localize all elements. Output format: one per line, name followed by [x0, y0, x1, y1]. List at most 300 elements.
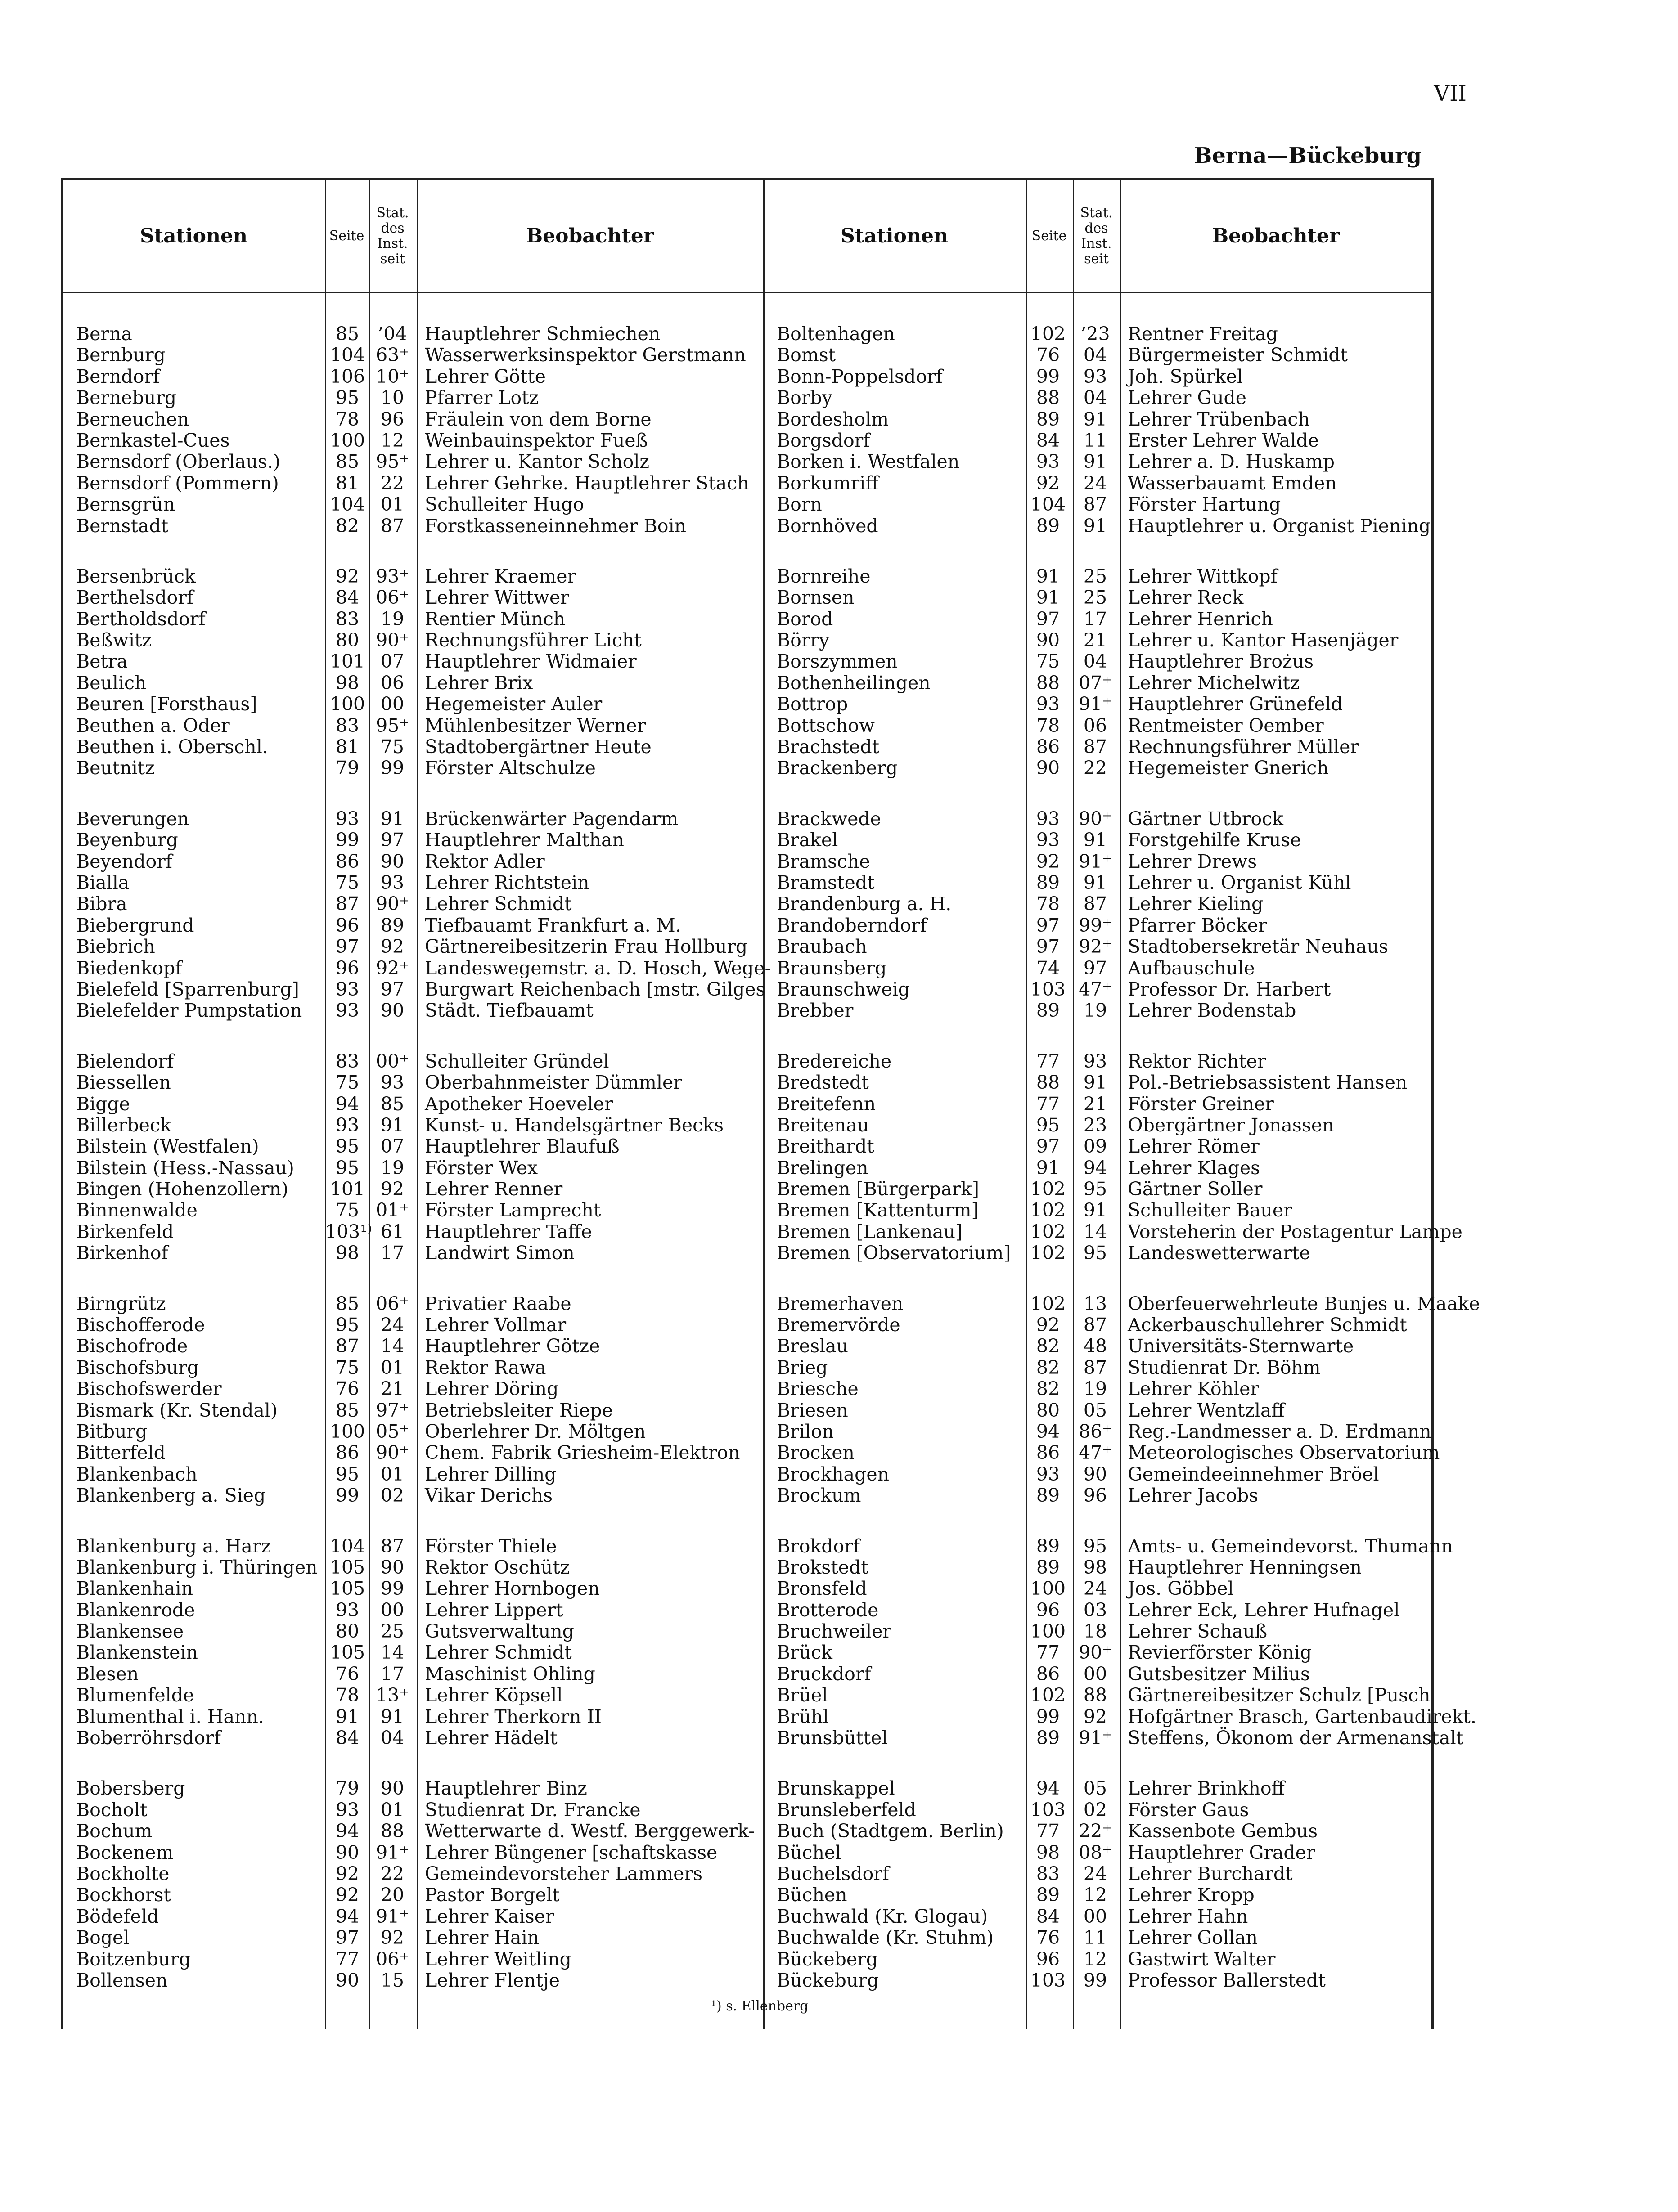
table-row: [763, 516, 1431, 537]
page-number-cell: 91: [335, 1705, 360, 1727]
year-cell: 90⁺: [376, 629, 409, 651]
station-name: Brackwede: [777, 808, 881, 830]
page-number-cell: 90: [335, 1841, 360, 1863]
page-number-cell: 106: [329, 365, 365, 387]
observer-name: Maschinist Ohling: [425, 1663, 595, 1685]
observer-name: Wetterwarte d. Westf. Berggewerk-: [425, 1820, 755, 1842]
observer-name: Hauptlehrer Grünefeld: [1128, 693, 1343, 715]
observer-name: Professor Dr. Harbert: [1128, 978, 1331, 1000]
year-cell: 91⁺: [376, 1905, 409, 1927]
station-name: Beuthen i. Oberschl.: [76, 736, 268, 758]
year-cell: 87: [380, 1535, 405, 1557]
table-row: [63, 1727, 763, 1749]
station-name: Bocholt: [76, 1799, 148, 1821]
table-row: [63, 694, 763, 715]
observer-name: Hauptlehrer u. Organist Piening: [1128, 515, 1431, 537]
station-name: Bronsfeld: [777, 1578, 867, 1600]
station-name: Brunsbüttel: [777, 1727, 888, 1749]
station-group: [763, 1050, 1462, 1264]
year-cell: 90⁺: [1079, 1642, 1112, 1664]
table-row: [63, 1051, 763, 1072]
header-station-right: Stationen: [841, 224, 948, 247]
page-number-cell: 93: [1036, 1463, 1060, 1485]
observer-name: Lehrer Köpsell: [425, 1684, 563, 1706]
header-year-right: [1073, 180, 1120, 292]
station-name: Brachstedt: [777, 736, 880, 758]
observer-name: Lehrer Köhler: [1128, 1378, 1259, 1400]
header-year-line: seit: [1084, 251, 1109, 267]
year-cell: 07⁺: [1079, 672, 1112, 694]
observer-name: Lehrer Kraemer: [425, 565, 576, 587]
station-name: Bielendorf: [76, 1050, 174, 1072]
station-name: Biebrich: [76, 936, 155, 958]
observer-name: Kunst- u. Handelsgärtner Becks: [425, 1114, 724, 1136]
station-name: Bremen [Lankenau]: [777, 1220, 963, 1243]
year-cell: 19: [380, 608, 405, 630]
station-name: Bornsen: [777, 587, 855, 609]
table-row: [63, 758, 763, 779]
year-cell: 91: [1083, 451, 1107, 473]
station-name: Blumenthal i. Hann.: [76, 1705, 264, 1727]
year-cell: 92: [1083, 1705, 1107, 1727]
page-number-cell: 100: [329, 1420, 365, 1442]
station-name: Brüel: [777, 1684, 828, 1706]
observer-name: Lehrer Drews: [1128, 850, 1257, 872]
page-number-cell: 77: [1036, 1093, 1060, 1115]
station-name: Breithardt: [777, 1135, 874, 1158]
table-row: [63, 1378, 763, 1400]
table-row: [763, 1863, 1431, 1884]
table-row: [763, 872, 1431, 893]
page-number-cell: 78: [1036, 714, 1060, 736]
year-cell: 91: [1083, 829, 1107, 851]
station-name: Bückeburg: [777, 1969, 879, 1991]
header-year-line: Inst.: [1081, 235, 1112, 251]
page-number-cell: 98: [335, 1242, 360, 1264]
year-cell: 00: [380, 693, 405, 715]
table-row: [63, 851, 763, 872]
station-name: Bilstein (Westfalen): [76, 1135, 259, 1158]
station-name: Bitterfeld: [76, 1442, 166, 1464]
station-name: Beyenburg: [76, 829, 178, 851]
table-row: [763, 1557, 1431, 1578]
page-number-cell: 75: [335, 1072, 360, 1094]
table-row: [63, 1706, 763, 1727]
year-cell: 13: [1083, 1292, 1107, 1315]
page-number-cell: 104: [329, 344, 365, 366]
page-number-cell: 82: [1036, 1356, 1060, 1378]
year-cell: 21: [1083, 629, 1107, 651]
year-cell: 90: [380, 1000, 405, 1022]
table-row: [763, 630, 1431, 651]
header-year-left: [369, 180, 417, 292]
page-number-cell: 89: [1036, 871, 1060, 893]
year-cell: 63⁺: [376, 344, 409, 366]
station-name: Breslau: [777, 1335, 848, 1357]
table-row: [63, 1536, 763, 1557]
observer-name: Kassenbote Gembus: [1128, 1820, 1318, 1842]
observer-name: Förster Lamprecht: [425, 1199, 601, 1221]
table-row: [763, 1378, 1431, 1400]
table-row: [63, 1072, 763, 1093]
table-row: [63, 566, 763, 587]
station-name: Bödefeld: [76, 1905, 159, 1927]
table-row: [763, 1000, 1431, 1021]
station-name: Bückeberg: [777, 1948, 878, 1970]
station-name: Brunsleberfeld: [777, 1799, 916, 1821]
station-name: Bernsdorf (Pommern): [76, 472, 279, 494]
year-cell: 93: [1083, 365, 1107, 387]
page-number-cell: 94: [1036, 1420, 1060, 1442]
year-cell: 01: [380, 1356, 405, 1378]
table-row: [63, 1799, 763, 1821]
station-name: Bornhöved: [777, 515, 878, 537]
observer-name: Revierförster König: [1128, 1642, 1312, 1664]
table-row: [63, 1685, 763, 1706]
year-cell: 06: [1083, 714, 1107, 736]
table-row: [763, 1292, 1480, 1315]
year-cell: 91: [1083, 515, 1107, 537]
table-row: [63, 409, 763, 430]
page-number-cell: 83: [335, 714, 360, 736]
table-row: [63, 1863, 763, 1884]
table-row: [63, 808, 763, 830]
station-name: Brandoberndorf: [777, 914, 927, 936]
station-name: Biessellen: [76, 1072, 171, 1094]
year-cell: 00: [1083, 1663, 1107, 1685]
observer-name: Lehrer Burchardt: [1128, 1863, 1293, 1884]
station-name: Beverungen: [76, 808, 189, 830]
page-number-cell: 105: [329, 1642, 365, 1664]
station-name: Brunskappel: [777, 1777, 895, 1799]
page-number-cell: 97: [335, 1927, 360, 1949]
observer-name: Lehrer Kieling: [1128, 893, 1264, 915]
table-row: [763, 345, 1431, 366]
station-name: Beuthen a. Oder: [76, 714, 230, 736]
year-cell: 91: [380, 1705, 405, 1727]
year-cell: 01: [380, 1463, 405, 1485]
observer-name: Studienrat Dr. Francke: [425, 1799, 641, 1821]
observer-name: Lehrer Flentje: [425, 1969, 560, 1991]
year-cell: 13⁺: [376, 1684, 409, 1706]
page-number-cell: 79: [335, 757, 360, 779]
station-name: Berneburg: [76, 387, 177, 409]
station-name: Boltenhagen: [777, 323, 895, 345]
table-row: [763, 1685, 1431, 1706]
table-row: [763, 566, 1431, 587]
page-number-cell: 93: [335, 1000, 360, 1022]
year-cell: 75: [380, 736, 405, 758]
observer-name: Wasserbauamt Emden: [1128, 472, 1337, 494]
running-head: Berna—Bückeburg: [1193, 143, 1422, 168]
page-number-cell: 83: [335, 1050, 360, 1072]
station-table: [61, 178, 1480, 2029]
year-cell: 87: [1083, 494, 1107, 516]
table-row: [63, 1336, 763, 1357]
station-name: Braunschweig: [777, 978, 910, 1000]
year-cell: 00: [380, 1599, 405, 1621]
station-name: Biebergrund: [76, 914, 194, 936]
year-cell: 07: [380, 651, 405, 673]
page-number-cell: 103: [1030, 1969, 1066, 1991]
station-name: Blankenbach: [76, 1463, 198, 1485]
table-row: [763, 1799, 1431, 1821]
year-cell: 97: [380, 829, 405, 851]
observer-name: Schulleiter Bauer: [1128, 1199, 1292, 1221]
observer-name: Lehrer Kropp: [1128, 1884, 1255, 1906]
year-cell: 93: [380, 871, 405, 893]
page-number-cell: 99: [335, 829, 360, 851]
observer-name: Lehrer Therkorn II: [425, 1705, 602, 1727]
year-cell: 15: [380, 1969, 405, 1991]
station-group: [763, 1535, 1476, 1749]
page-number-cell: 96: [335, 914, 360, 936]
observer-name: Privatier Raabe: [425, 1292, 571, 1315]
page-number-cell: 93: [335, 808, 360, 830]
year-cell: 10⁺: [376, 365, 409, 387]
observer-name: Lehrer Michelwitz: [1128, 672, 1300, 694]
observer-name: Lehrer Büngener [schaftskasse: [425, 1841, 718, 1863]
year-cell: 95: [1083, 1535, 1107, 1557]
station-name: Blankenrode: [76, 1599, 195, 1621]
station-name: Bernkastel-Cues: [76, 429, 230, 451]
year-cell: 96: [1083, 1485, 1107, 1507]
year-cell: 25: [1083, 565, 1107, 587]
observer-name: Lehrer Gude: [1128, 387, 1247, 409]
year-cell: 24: [1083, 1578, 1107, 1600]
observer-name: Betriebsleiter Riepe: [425, 1399, 613, 1421]
observer-name: Landwirt Simon: [425, 1242, 575, 1264]
observer-name: Lehrer Brinkhoff: [1128, 1777, 1285, 1799]
page-number-cell: 93: [335, 1799, 360, 1821]
table-row: [763, 893, 1431, 915]
page-number-cell: 101: [329, 651, 365, 673]
station-group: [63, 1536, 763, 1749]
station-name: Bigge: [76, 1093, 130, 1115]
header-station-left: Stationen: [140, 224, 247, 247]
table-row: [63, 1485, 763, 1506]
table-row: [63, 915, 763, 936]
year-cell: 04: [1083, 344, 1107, 366]
year-cell: 93: [1083, 1050, 1107, 1072]
station-name: Borken i. Westfalen: [777, 451, 960, 473]
station-name: Birngrütz: [76, 1292, 166, 1315]
year-cell: 24: [380, 1314, 405, 1336]
page-number-cell: 88: [1036, 1072, 1060, 1094]
table-row: [763, 1094, 1431, 1115]
year-cell: ’23: [1080, 323, 1110, 345]
table-row: [63, 957, 771, 979]
table-row: [63, 1600, 763, 1621]
year-cell: 17: [1083, 608, 1107, 630]
observer-name: Jos. Göbbel: [1128, 1578, 1234, 1600]
year-cell: 90⁺: [1079, 808, 1112, 830]
table-row: [763, 1421, 1431, 1442]
page-number-cell: 88: [1036, 387, 1060, 409]
observer-name: Apotheker Hoeveler: [425, 1093, 613, 1115]
observer-name: Tiefbauamt Frankfurt a. M.: [425, 914, 681, 936]
station-name: Braunsberg: [777, 957, 887, 979]
header-year-line: des: [1084, 220, 1108, 236]
page-number-cell: 97: [1036, 1135, 1060, 1158]
observer-name: Pastor Borgelt: [425, 1884, 560, 1906]
page-number-cell: 81: [335, 736, 360, 758]
station-name: Blankensee: [76, 1620, 184, 1642]
observer-name: Lehrer Klages: [1128, 1157, 1260, 1179]
page-number-cell: 86: [1036, 1442, 1060, 1464]
table-row: [763, 915, 1431, 936]
observer-name: Hauptlehrer Widmaier: [425, 651, 637, 673]
page-number-cell: 92: [1036, 1314, 1060, 1336]
observer-name: Burgwart Reichenbach [mstr. Gilges: [425, 978, 765, 1000]
table-row: [763, 1136, 1431, 1157]
page-number-cell: 77: [1036, 1050, 1060, 1072]
year-cell: 06⁺: [376, 587, 409, 609]
table-row: [63, 1136, 763, 1157]
station-name: Bismark (Kr. Stendal): [76, 1399, 278, 1421]
table-row: [63, 715, 763, 736]
table-row: [763, 715, 1431, 736]
page-number-cell: 74: [1036, 957, 1060, 979]
page-number-cell: 103: [1030, 1799, 1066, 1821]
page-number-cell: 80: [335, 1620, 360, 1642]
page-number-cell: 78: [1036, 893, 1060, 915]
observer-name: Landeswegemstr. a. D. Hosch, Wege-: [425, 957, 771, 979]
observer-name: Lehrer Reck: [1128, 587, 1244, 609]
year-cell: 95: [1083, 1242, 1107, 1264]
observer-name: Förster Gaus: [1128, 1799, 1249, 1821]
observer-name: Bürgermeister Schmidt: [1128, 344, 1348, 366]
station-name: Berna: [76, 323, 132, 345]
footnote: ¹) s. Ellenberg: [711, 1998, 809, 2014]
station-name: Bremen [Kattenturm]: [777, 1199, 979, 1221]
observer-name: Lehrer Hahn: [1128, 1905, 1248, 1927]
page-number-cell: 94: [335, 1093, 360, 1115]
observer-name: Hauptlehrer Götze: [425, 1335, 600, 1357]
year-cell: 04: [380, 1727, 405, 1749]
observer-name: Lehrer Renner: [425, 1178, 563, 1200]
header-rule: [63, 292, 1431, 293]
table-row: [763, 1727, 1464, 1749]
observer-name: Förster Greiner: [1128, 1093, 1274, 1115]
station-name: Beutnitz: [76, 757, 155, 779]
observer-name: Forstgehilfe Kruse: [1128, 829, 1301, 851]
year-cell: 19: [380, 1157, 405, 1179]
table-row: [763, 1600, 1431, 1621]
table-row: [763, 430, 1431, 451]
station-name: Bremervörde: [777, 1314, 900, 1336]
station-name: Buchwalde (Kr. Stuhm): [777, 1927, 994, 1949]
table-row: [63, 1442, 763, 1463]
year-cell: 17: [380, 1663, 405, 1685]
station-name: Brebber: [777, 1000, 854, 1022]
observer-name: Schulleiter Gründel: [425, 1050, 609, 1072]
year-cell: 87: [1083, 1356, 1107, 1378]
table-row: [763, 1400, 1431, 1421]
year-cell: 88: [1083, 1684, 1107, 1706]
station-name: Buch (Stadtgem. Berlin): [777, 1820, 1004, 1842]
observer-name: Hauptlehrer Brożus: [1128, 651, 1314, 673]
station-name: Bollensen: [76, 1969, 168, 1991]
year-cell: 92: [380, 1927, 405, 1949]
page-number-cell: 93: [335, 1599, 360, 1621]
table-row: [63, 1293, 763, 1315]
year-cell: 99: [1083, 1969, 1107, 1991]
page-number-cell: 89: [1036, 1884, 1060, 1906]
station-name: Borgsdorf: [777, 429, 870, 451]
table-row: [763, 651, 1431, 672]
table-row: [763, 1949, 1431, 1970]
year-cell: 24: [1083, 472, 1107, 494]
station-name: Buchwald (Kr. Glogau): [777, 1905, 988, 1927]
page-number-cell: 78: [335, 1684, 360, 1706]
table-row: [63, 1778, 763, 1799]
table-row: [63, 1243, 763, 1264]
page-number-cell: 91: [1036, 565, 1060, 587]
year-cell: 06: [380, 672, 405, 694]
observer-name: Universitäts-Sternwarte: [1128, 1335, 1354, 1357]
station-name: Betra: [76, 651, 128, 673]
year-cell: 91⁺: [1079, 1727, 1112, 1749]
table-row: [763, 1315, 1431, 1336]
table-row: [763, 1220, 1462, 1243]
page-number-cell: 78: [335, 408, 360, 430]
year-cell: 09: [1083, 1135, 1107, 1158]
table-row: [763, 758, 1431, 779]
station-name: Breitefenn: [777, 1093, 876, 1115]
table-row: [763, 1051, 1431, 1072]
observer-name: Lehrer Wittkopf: [1128, 565, 1278, 587]
observer-name: Meteorologisches Observatorium: [1128, 1442, 1440, 1464]
station-name: Bonn-Poppelsdorf: [777, 365, 943, 387]
observer-name: Hauptlehrer Malthan: [425, 829, 624, 851]
page-number-cell: 102: [1030, 1178, 1066, 1200]
year-cell: 90: [380, 850, 405, 872]
year-cell: 90: [380, 1556, 405, 1578]
station-name: Bramsche: [777, 850, 870, 872]
page-number-cell: 75: [335, 1199, 360, 1221]
year-cell: 22: [1083, 757, 1107, 779]
station-group: [763, 566, 1431, 779]
header-year-line: seit: [380, 251, 405, 267]
station-name: Bredereiche: [777, 1050, 892, 1072]
page-number-cell: 90: [1036, 757, 1060, 779]
year-cell: 14: [380, 1642, 405, 1664]
table-row: [763, 1357, 1431, 1378]
page-number-cell: 102: [1030, 1199, 1066, 1221]
page-number-cell: 85: [335, 1399, 360, 1421]
year-cell: 19: [1083, 1378, 1107, 1400]
table-row: [763, 1821, 1431, 1842]
station-name: Brotterode: [777, 1599, 879, 1621]
observer-name: Professor Ballerstedt: [1128, 1969, 1326, 1991]
table-row: [763, 494, 1431, 515]
year-cell: 19: [1083, 1000, 1107, 1022]
page-number-cell: 89: [1036, 1535, 1060, 1557]
observer-name: Lehrer Hädelt: [425, 1727, 558, 1749]
page-number-cell: 104: [1030, 494, 1066, 516]
station-name: Bockholte: [76, 1863, 170, 1884]
table-row: [63, 1664, 763, 1685]
year-cell: 87: [1083, 1314, 1107, 1336]
observer-name: Vikar Derichs: [425, 1485, 553, 1507]
station-name: Bornreihe: [777, 565, 871, 587]
table-row: [63, 1642, 763, 1663]
station-name: Boberröhrsdorf: [76, 1727, 221, 1749]
page-number-cell: 104: [329, 494, 365, 516]
page-number-cell: 87: [335, 893, 360, 915]
year-cell: 91⁺: [376, 1841, 409, 1863]
